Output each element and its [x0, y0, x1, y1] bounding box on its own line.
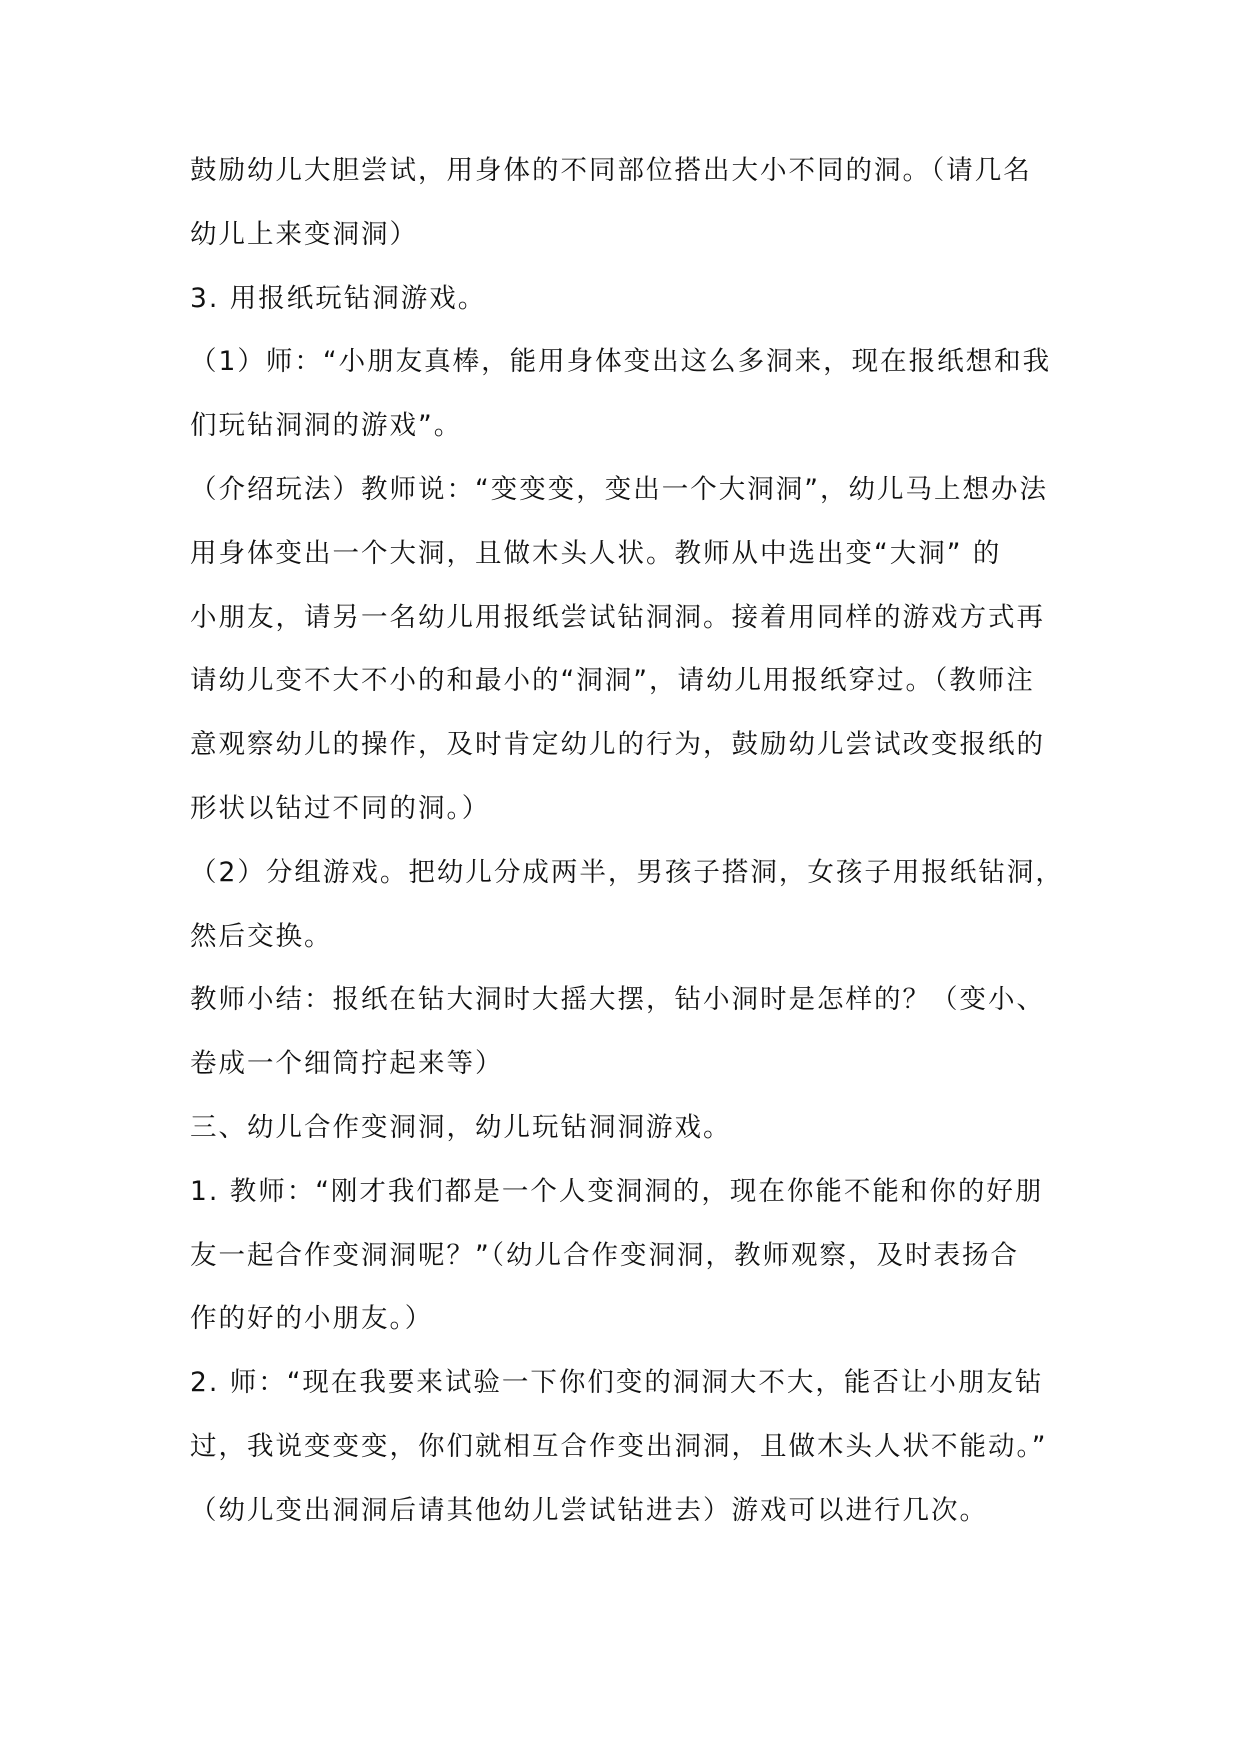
text-line: 作的好的小朋友。）: [190, 1303, 434, 1335]
text-line: （幼儿变出洞洞后请其他幼儿尝试钻进去）游戏可以进行几次。: [190, 1494, 988, 1526]
text-line: 形状以钻过不同的洞。）: [190, 792, 491, 824]
text-line: 教师小结：报纸在钻大洞时大摇大摆，钻小洞时是怎样的？（变小、: [190, 984, 1045, 1016]
text-line: 然后交换。: [190, 920, 333, 952]
text-line: （2）分组游戏。把幼儿分成两半，男孩子搭洞，女孩子用报纸钻洞，: [190, 856, 1064, 888]
text-line: 请幼儿变不大不小的和最小的“洞洞”，请幼儿用报纸穿过。（教师注: [190, 665, 1035, 697]
text-line: 3. 用报纸玩钻洞游戏。: [190, 282, 487, 314]
text-line: 友一起合作变洞洞呢？”（幼儿合作变洞洞，教师观察，及时表扬合: [190, 1239, 1019, 1271]
text-line: （介绍玩法）教师说：“变变变，变出一个大洞洞”，幼儿马上想办法: [190, 473, 1048, 505]
text-line: （1）师：“小朋友真棒，能用身体变出这么多洞来，现在报纸想和我: [190, 346, 1052, 378]
text-line: 用身体变出一个大洞，且做木头人状。教师从中选出变“大洞” 的: [190, 537, 1002, 569]
text-line: 们玩钻洞洞的游戏”。: [190, 410, 463, 442]
document-body: [190, 156, 1070, 1560]
text-line: 1. 教师：“刚才我们都是一个人变洞洞的，现在你能不能和你的好朋: [190, 1175, 1044, 1207]
text-line: 幼儿上来变洞洞）: [190, 218, 418, 250]
text-line: 小朋友，请另一名幼儿用报纸尝试钻洞洞。接着用同样的游戏方式再: [190, 601, 1045, 633]
text-line: 卷成一个细筒拧起来等）: [190, 1048, 504, 1080]
text-line: 意观察幼儿的操作，及时肯定幼儿的行为，鼓励幼儿尝试改变报纸的: [190, 729, 1045, 761]
text-line: 2. 师：“现在我要来试验一下你们变的洞洞大不大，能否让小朋友钻: [190, 1367, 1044, 1399]
text-line: 过，我说变变变，你们就相互合作变出洞洞，且做木头人状不能动。”: [190, 1430, 1048, 1462]
text-line: 鼓励幼儿大胆尝试，用身体的不同部位搭出大小不同的洞。（请几名: [190, 155, 1032, 186]
text-line: 三、幼儿合作变洞洞，幼儿玩钻洞洞游戏。: [190, 1111, 732, 1143]
